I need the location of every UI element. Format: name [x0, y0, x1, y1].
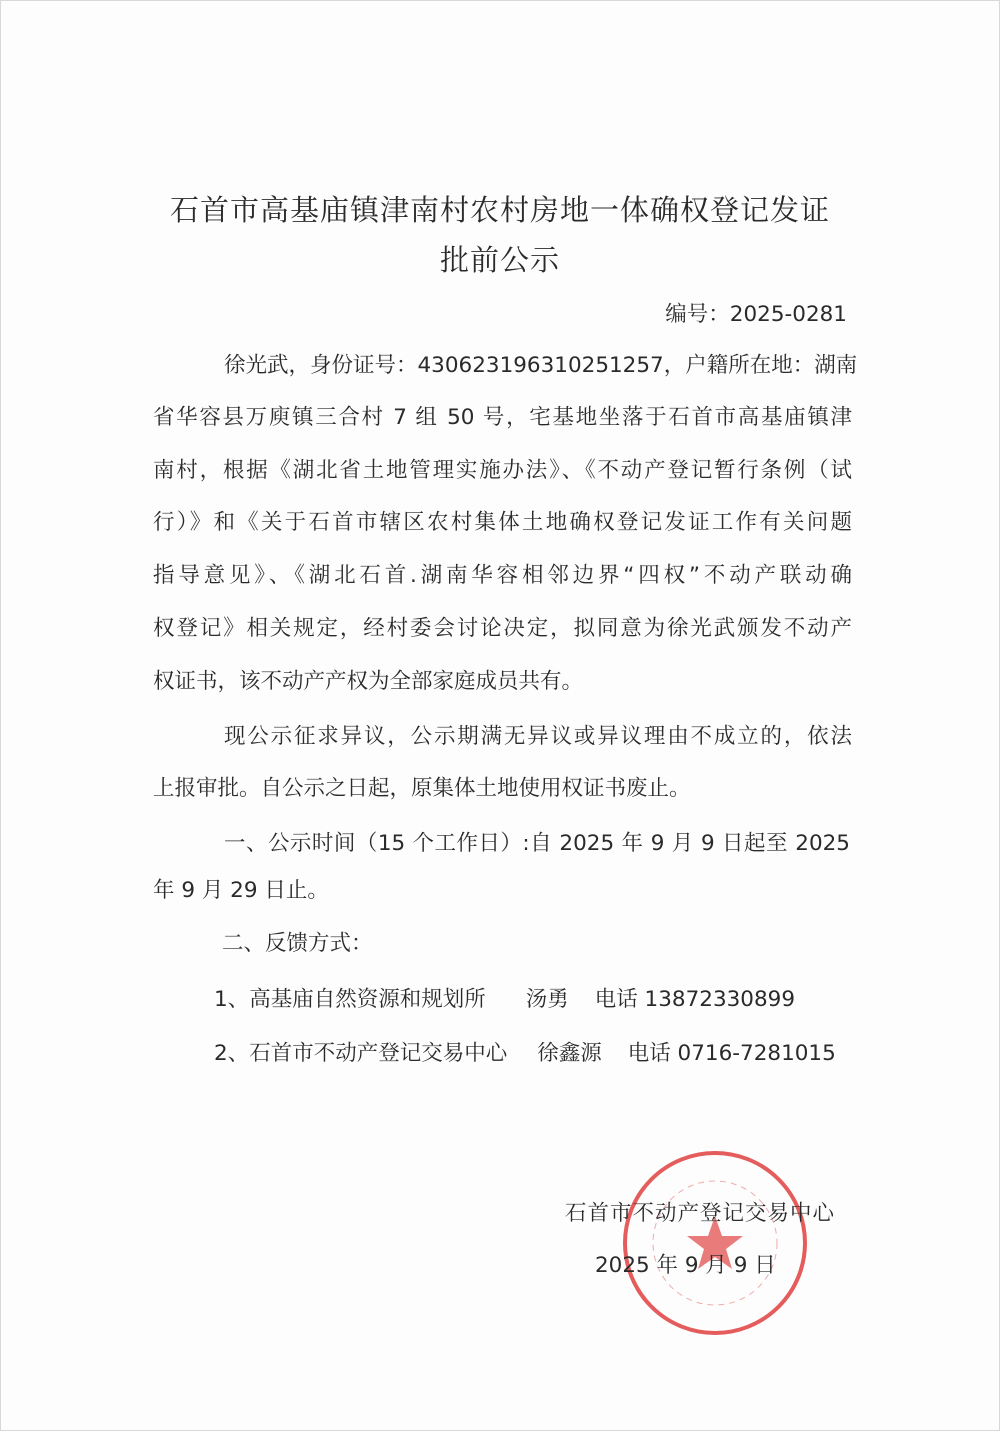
contact-person: 徐鑫源 — [537, 1041, 602, 1066]
document-title-line2: 批前公示 — [439, 243, 560, 277]
serial-number: 编号：2025-0281 — [665, 302, 847, 327]
paragraph-line: 现公示征求异议，公示期满无异议或异议理由不成立的，依法 — [224, 724, 852, 749]
paragraph-line: 南村，根据《湖北省土地管理实施办法》、《不动产登记暂行条例（试 — [153, 458, 852, 483]
paragraph-line: 省华容县万庾镇三合村 7 组 50 号，宅基地坐落于石首市高基庙镇津 — [153, 405, 852, 430]
contact-org: 石首市不动产登记交易中心 — [249, 1041, 508, 1066]
contact-index: 1、 — [214, 987, 250, 1012]
paragraph-line: 指导意见》、《湖北石首.湖南华容相邻边界“四权”不动产联动确 — [153, 563, 852, 588]
paragraph-line: 权证书，该不动产产权为全部家庭成员共有。 — [153, 669, 584, 694]
paragraph-line: 行）》和《关于石首市辖区农村集体土地确权登记发证工作有关问题 — [153, 510, 852, 535]
paragraph-line: 徐光武，身份证号：430623196310251257，户籍所在地：湖南 — [224, 353, 858, 378]
contact-item — [214, 985, 795, 1015]
contact-index: 2、 — [214, 1041, 250, 1066]
paragraph-line: 年 9 月 29 日止。 — [153, 878, 329, 903]
paragraph-line: 权登记》相关规定，经村委会讨论决定，拟同意为徐光武颁发不动产 — [153, 616, 852, 641]
signature-org: 石首市不动产登记交易中心 — [565, 1201, 836, 1226]
contact-person: 汤勇 — [525, 987, 569, 1012]
contact-item — [214, 1039, 836, 1069]
feedback-heading: 二、反馈方式： — [222, 931, 373, 956]
contact-org: 高基庙自然资源和规划所 — [249, 987, 486, 1012]
official-seal — [620, 1148, 810, 1338]
document-title-line1: 石首市高基庙镇津南村农村房地一体确权登记发证 — [169, 193, 830, 227]
signature-date: 2025 年 9 月 9 日 — [595, 1253, 776, 1278]
contact-phone: 电话 13872330899 — [594, 987, 796, 1012]
contact-phone: 电话 0716-7281015 — [627, 1041, 836, 1066]
paragraph-line: 上报审批。自公示之日起，原集体土地使用权证书废止。 — [153, 776, 691, 801]
paragraph-line: 一、公示时间（15 个工作日）:自 2025 年 9 月 9 日起至 2025 — [224, 831, 850, 856]
